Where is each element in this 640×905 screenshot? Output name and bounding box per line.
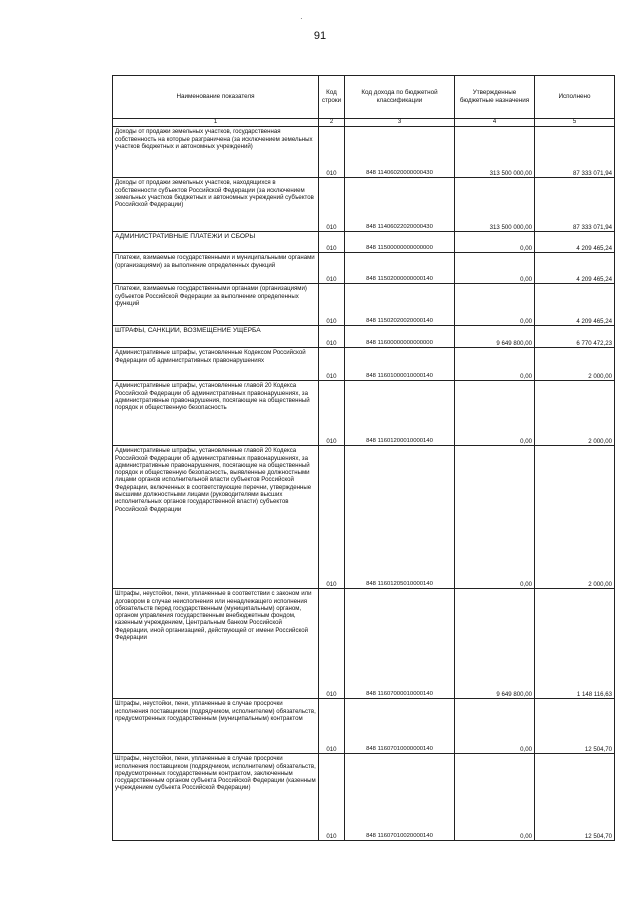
budget-execution-table	[112, 75, 615, 841]
row-line-code: 010	[319, 326, 345, 348]
row-line-code: 010	[319, 589, 345, 699]
column-number: 5	[535, 119, 615, 127]
row-approved: 0,00	[455, 754, 535, 841]
row-income-code: 848 11607000010000140	[345, 589, 455, 699]
table-row	[113, 348, 615, 381]
row-executed: 6 770 472,23	[535, 326, 615, 348]
row-approved: 0,00	[455, 253, 535, 284]
row-name: Штрафы, неустойки, пени, уплаченные в соответствии с законом или договором в случае неисполнения или ненадлежащего исполнения обязательств перед государственным (муниципальным) органом, органом управления государственным внебюджетным фондом, казенным учреждением, Центральным банком Российской Федерации, иной организацией, действующей от имени Российской Федерации	[113, 589, 319, 699]
page-number: 91	[313, 30, 327, 42]
row-executed: 4 209 465,24	[535, 253, 615, 284]
row-name: АДМИНИСТРАТИВНЫЕ ПЛАТЕЖИ И СБОРЫ	[113, 232, 319, 253]
row-line-code: 010	[319, 699, 345, 754]
row-approved: 0,00	[455, 446, 535, 589]
table-row	[113, 699, 615, 754]
row-line-code: 010	[319, 446, 345, 589]
row-line-code: 010	[319, 127, 345, 178]
row-income-code: 848 11601000010000140	[345, 348, 455, 381]
scan-mark: ·	[300, 14, 303, 23]
row-executed: 2 000,00	[535, 381, 615, 446]
table-row	[113, 381, 615, 446]
row-approved: 0,00	[455, 348, 535, 381]
row-name: Доходы от продажи земельных участков, государственная собственность на которые разграничена (за исключением земельных участков бюджетных и автономных учреждений)	[113, 127, 319, 178]
row-approved: 0,00	[455, 699, 535, 754]
row-income-code: 848 11406022020000430	[345, 178, 455, 232]
row-executed: 4 209 465,24	[535, 232, 615, 253]
row-executed: 2 000,00	[535, 348, 615, 381]
table-row	[113, 754, 615, 841]
row-approved: 0,00	[455, 284, 535, 326]
row-line-code: 010	[319, 284, 345, 326]
table-row	[113, 284, 615, 326]
row-name: Административные штрафы, установленные главой 20 Кодекса Российской Федерации об административных правонарушениях, за административные правонарушения, посягающие на общественный порядок и общественную безопасность	[113, 381, 319, 446]
row-name: Штрафы, неустойки, пени, уплаченные в случае просрочки исполнения поставщиком (подрядчиком, исполнителем) обязательств, предусмотренных государственным (муниципальным) контрактом	[113, 699, 319, 754]
row-executed: 1 148 116,63	[535, 589, 615, 699]
row-approved: 313 500 000,00	[455, 178, 535, 232]
row-approved: 9 649 800,00	[455, 589, 535, 699]
row-line-code: 010	[319, 754, 345, 841]
row-approved: 313 500 000,00	[455, 127, 535, 178]
header-approved: Утвержденные бюджетные назначения	[455, 76, 535, 119]
row-executed: 87 333 071,94	[535, 178, 615, 232]
header-line-code: Код строки	[319, 76, 345, 119]
row-income-code: 848 11601200010000140	[345, 381, 455, 446]
row-income-code: 848 11607010000000140	[345, 699, 455, 754]
row-income-code: 848 11500000000000000	[345, 232, 455, 253]
row-income-code: 848 11601205010000140	[345, 446, 455, 589]
table-header-row	[113, 76, 615, 119]
column-number: 4	[455, 119, 535, 127]
row-approved: 9 649 800,00	[455, 326, 535, 348]
table-row	[113, 232, 615, 253]
header-indicator-name: Наименование показателя	[113, 76, 319, 119]
table-row	[113, 446, 615, 589]
row-income-code: 848 11607010020000140	[345, 754, 455, 841]
row-name: Платежи, взимаемые государственными и муниципальными органами (организациями) за выполнение определенных функций	[113, 253, 319, 284]
row-name: Доходы от продажи земельных участков, находящихся в собственности субъектов Российской Федерации (за исключением земельных участков бюджетных и автономных учреждений субъектов Российской Федерации)	[113, 178, 319, 232]
row-line-code: 010	[319, 253, 345, 284]
column-number: 3	[345, 119, 455, 127]
header-income-code: Код дохода по бюджетной классификации	[345, 76, 455, 119]
row-name: Штрафы, неустойки, пени, уплаченные в случае просрочки исполнения поставщиком (подрядчиком, исполнителем) обязательств, предусмотренных государственным контрактом, заключенным государственным органом субъекта Российской Федерации (казенным учреждением субъекта Российской Федерации)	[113, 754, 319, 841]
row-executed: 12 504,70	[535, 754, 615, 841]
column-number-row	[113, 119, 615, 127]
row-name: Административные штрафы, установленные Кодексом Российской Федерации об административных правонарушениях	[113, 348, 319, 381]
row-executed: 12 504,70	[535, 699, 615, 754]
table-row	[113, 253, 615, 284]
table-row	[113, 178, 615, 232]
row-executed: 2 000,00	[535, 446, 615, 589]
column-number: 1	[113, 119, 319, 127]
row-income-code: 848 11502020020000140	[345, 284, 455, 326]
row-executed: 87 333 071,94	[535, 127, 615, 178]
row-name: Административные штрафы, установленные главой 20 Кодекса Российской Федерации об административных правонарушениях, за административные правонарушения, посягающие на общественный порядок и общественную безопасность, выявленные должностными лицами органов исполнительной власти субъектов Российской Федерации, включенных в соответствующие перечни, утвержденные высшими должностными лицами (руководителями высших исполнительных органов государственной власти) субъектов Российской Федерации	[113, 446, 319, 589]
table-row	[113, 127, 615, 178]
row-line-code: 010	[319, 178, 345, 232]
column-number: 2	[319, 119, 345, 127]
row-name: Платежи, взимаемые государственными органами (организациями) субъектов Российской Федерации за выполнение определенных функций	[113, 284, 319, 326]
row-income-code: 848 11406020000000430	[345, 127, 455, 178]
row-line-code: 010	[319, 381, 345, 446]
row-name: ШТРАФЫ, САНКЦИИ, ВОЗМЕЩЕНИЕ УЩЕРБА	[113, 326, 319, 348]
table-row	[113, 589, 615, 699]
row-approved: 0,00	[455, 381, 535, 446]
header-executed: Исполнено	[535, 76, 615, 119]
row-line-code: 010	[319, 348, 345, 381]
row-income-code: 848 11502000000000140	[345, 253, 455, 284]
row-approved: 0,00	[455, 232, 535, 253]
row-line-code: 010	[319, 232, 345, 253]
table-row	[113, 326, 615, 348]
row-executed: 4 209 465,24	[535, 284, 615, 326]
row-income-code: 848 11600000000000000	[345, 326, 455, 348]
